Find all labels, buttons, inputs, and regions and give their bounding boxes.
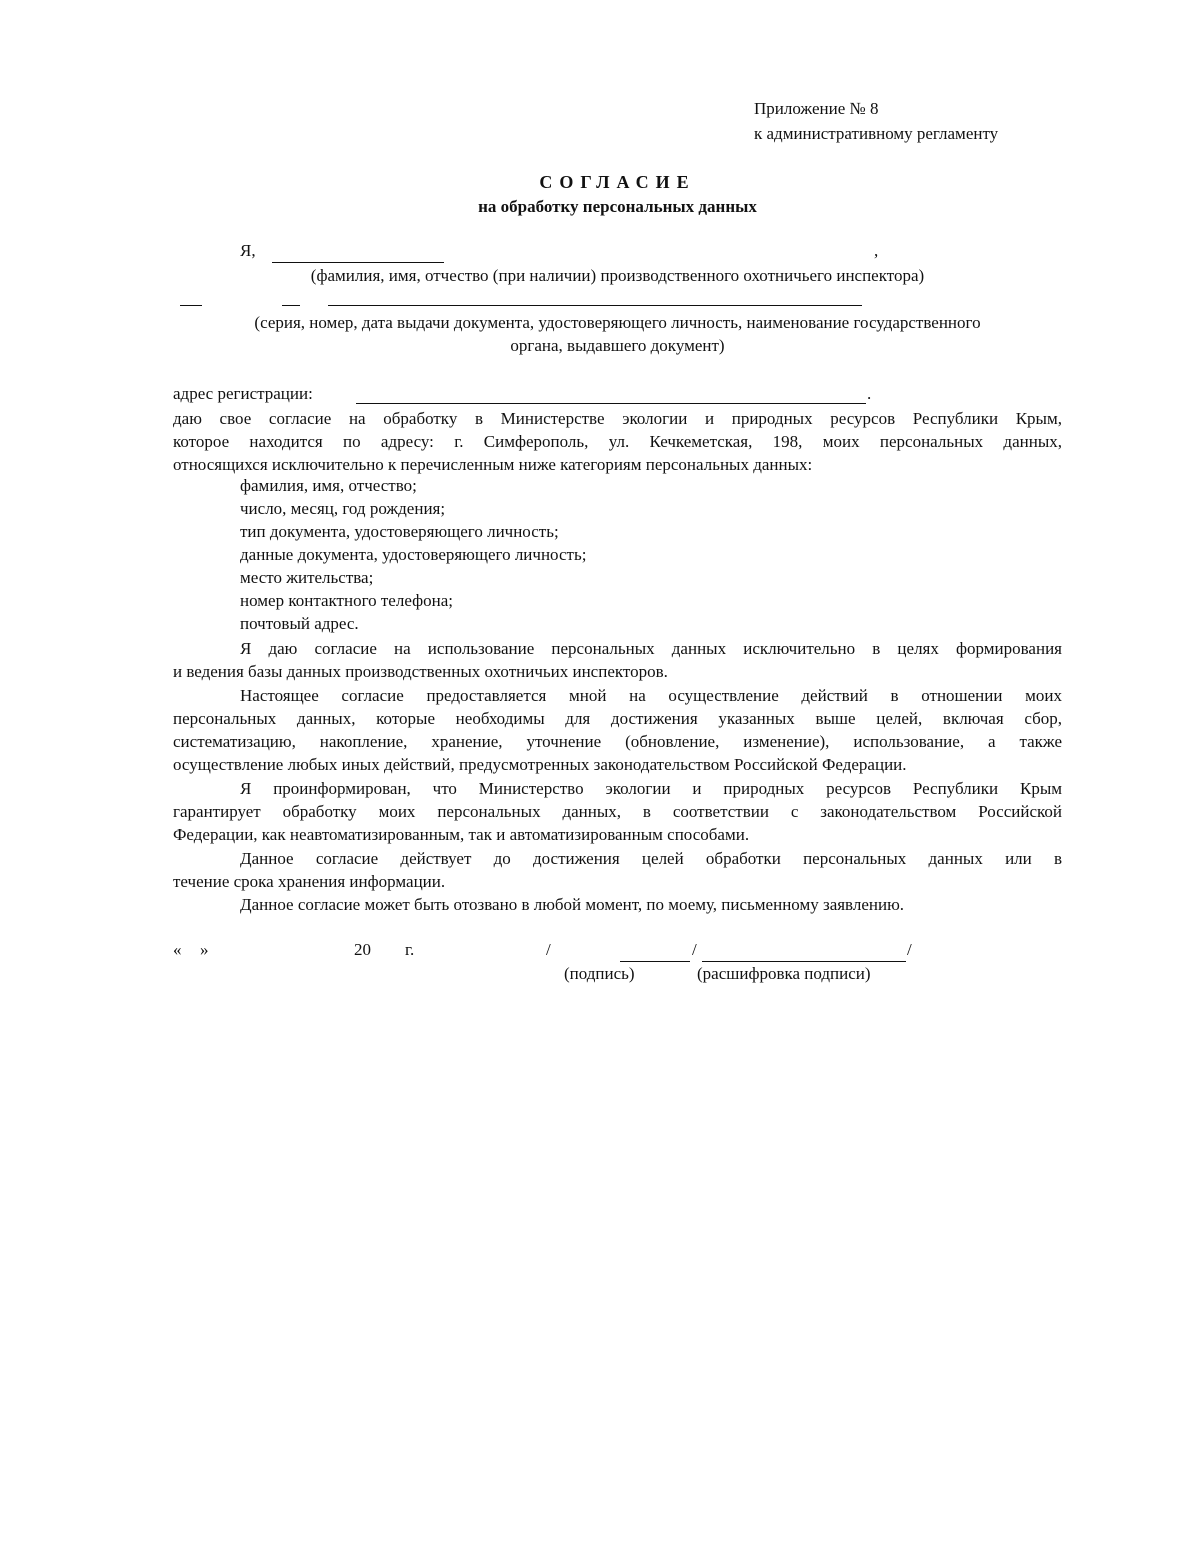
- year-prefix: 20: [354, 940, 371, 959]
- year-suffix: г.: [405, 940, 415, 959]
- category-item: число, месяц, год рождения;: [240, 499, 446, 518]
- address-field-line: [356, 403, 866, 404]
- purpose-paragraph-line: Я даю согласие на использование персональных данных исключительно в целях формирования: [240, 639, 1062, 658]
- category-item: тип документа, удостоверяющего личность;: [240, 522, 559, 541]
- consent-intro-line: которое находится по адресу: г. Симферополь, ул. Кечкеметская, 198, моих персональных данных,: [173, 432, 1062, 451]
- category-item: почтовый адрес.: [240, 614, 359, 633]
- appendix-reference: к административному регламенту: [754, 124, 999, 143]
- signature-slash-end: /: [907, 940, 912, 959]
- address-label: адрес регистрации:: [173, 384, 313, 403]
- signature-slash-middle: /: [692, 940, 697, 959]
- doc-caption-line-2: органа, выдавшего документ): [510, 336, 725, 355]
- validity-paragraph-line: Данное согласие действует до достижения целей обработки персональных данных или в: [240, 849, 1062, 868]
- informed-paragraph-line: гарантирует обработку моих персональных данных, в соответствии с законодательством Российской: [173, 802, 1062, 821]
- decoding-caption: (расшифровка подписи): [697, 964, 871, 983]
- purpose-paragraph-line: и ведения базы данных производственных охотничьих инспекторов.: [173, 662, 668, 681]
- date-quote-open: «: [173, 940, 182, 959]
- actions-paragraph-line: систематизацию, накопление, хранение, уточнение (обновление, изменение), использование, а также: [173, 732, 1062, 751]
- fio-comma: ,: [874, 241, 879, 260]
- doc-caption-line-1: (серия, номер, дата выдачи документа, удостоверяющего личность, наименование государственного: [254, 313, 981, 332]
- category-item: номер контактного телефона;: [240, 591, 453, 610]
- actions-paragraph-line: осуществление любых иных действий, предусмотренных законодательством Российской Федерации.: [173, 755, 907, 774]
- document-title: СОГЛАСИЕ: [539, 172, 696, 192]
- consent-intro-line: относящихся исключительно к перечисленным ниже категориям персональных данных:: [173, 455, 813, 474]
- informed-paragraph-line: Я проинформирован, что Министерство экологии и природных ресурсов Республики Крым: [240, 779, 1062, 798]
- doc-field-line-a: [180, 305, 202, 306]
- actions-paragraph-line: Настоящее согласие предоставляется мной на осуществление действий в отношении моих: [240, 686, 1062, 705]
- doc-field-line-b: [282, 305, 300, 306]
- fio-field-line: [272, 262, 444, 263]
- appendix-number: Приложение № 8: [754, 99, 879, 118]
- signature-caption: (подпись): [564, 964, 635, 983]
- document-subtitle: на обработку персональных данных: [478, 197, 757, 216]
- validity-paragraph-line: течение срока хранения информации.: [173, 872, 446, 891]
- revocation-paragraph: Данное согласие может быть отозвано в любой момент, по моему, письменному заявлению.: [240, 895, 905, 914]
- decoding-field-line: [702, 961, 906, 962]
- consent-intro-line: даю свое согласие на обработку в Министерстве экологии и природных ресурсов Республики Крым,: [173, 409, 1062, 428]
- informed-paragraph-line: Федерации, как неавтоматизированным, так и автоматизированным способами.: [173, 825, 750, 844]
- signature-field-line: [620, 961, 690, 962]
- address-end: .: [867, 384, 872, 403]
- category-item: данные документа, удостоверяющего личность;: [240, 545, 587, 564]
- fio-caption: (фамилия, имя, отчество (при наличии) производственного охотничьего инспектора): [310, 266, 925, 285]
- signature-slash-start: /: [546, 940, 551, 959]
- date-quote-close: »: [200, 940, 209, 959]
- i-label: Я,: [240, 241, 256, 260]
- category-item: место жительства;: [240, 568, 374, 587]
- actions-paragraph-line: персональных данных, которые необходимы для достижения указанных выше целей, включая сбор,: [173, 709, 1062, 728]
- category-item: фамилия, имя, отчество;: [240, 476, 417, 495]
- doc-field-line: [328, 305, 862, 306]
